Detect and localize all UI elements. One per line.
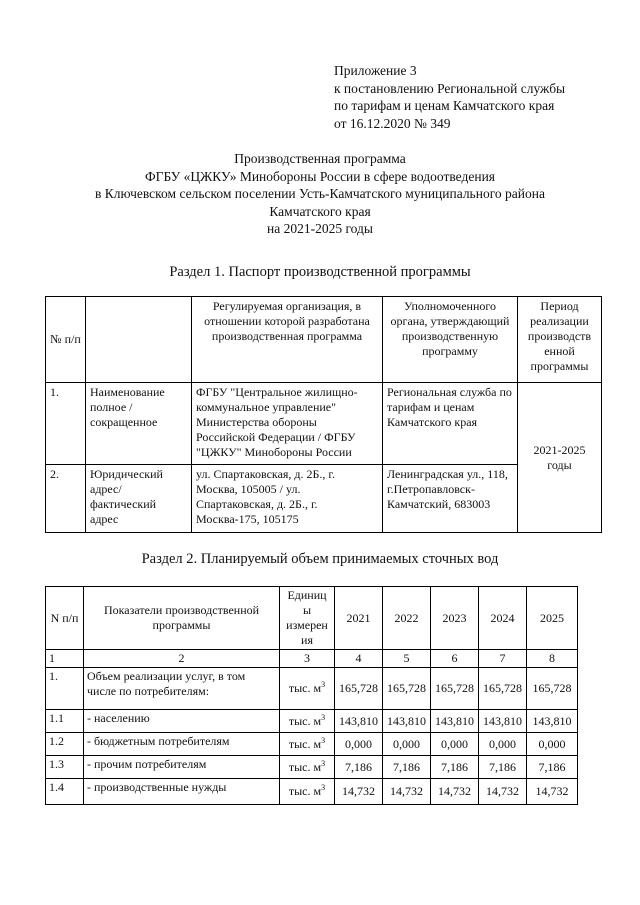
- row-label: - производственные нужды: [84, 779, 280, 805]
- row-value: 0,000: [335, 733, 383, 756]
- volume-row: [46, 710, 578, 733]
- section2-title: Раздел 2. Планируемый объем принимаемых сточных вод: [141, 551, 499, 567]
- row-value: 7,186: [383, 756, 431, 779]
- row-value: 165,728: [431, 668, 479, 710]
- header-empty: [86, 297, 192, 383]
- row-value: 143,810: [431, 710, 479, 733]
- row-unit: [280, 710, 335, 733]
- unit-superscript: 3: [321, 758, 326, 768]
- row-label: Наименование полное / сокращенное: [86, 383, 192, 465]
- row-unit: [280, 779, 335, 805]
- volume-row: [46, 733, 578, 756]
- row-value: 14,732: [383, 779, 431, 805]
- title-line: ФГБУ «ЦЖКУ» Минобороны России в сфере водоотведения: [144, 168, 496, 184]
- volume-header-row: [46, 587, 578, 650]
- row-num: 1.4: [46, 779, 84, 805]
- header-unit: Единиц ы измерен ия: [280, 587, 335, 650]
- row-value: 143,810: [479, 710, 527, 733]
- row-num: 1.: [46, 383, 86, 465]
- row-value: 0,000: [527, 733, 578, 756]
- row-value: 7,186: [431, 756, 479, 779]
- row-value: 7,186: [479, 756, 527, 779]
- row-num: 1.3: [46, 756, 84, 779]
- row-org: ФГБУ "Центральное жилищно-коммунальное управление" Министерства обороны Российской Федерации / ФГБУ "ЦЖКУ" Минобороны России: [192, 383, 383, 465]
- title-line: в Ключевском сельском поселении Усть-Камчатского муниципального района: [95, 186, 545, 201]
- header-year: 2023: [431, 587, 479, 650]
- header-authority: Уполномоченного органа, утверждающий производственную программу: [383, 297, 518, 383]
- volume-row: [46, 668, 578, 710]
- unit-superscript: 3: [321, 783, 326, 792]
- row-value: 165,728: [479, 668, 527, 710]
- unit-text: тыс. м: [288, 713, 322, 728]
- row-value: 7,186: [527, 756, 578, 779]
- volume-row: [46, 779, 578, 805]
- col-number: 2: [84, 650, 280, 668]
- passport-row: [46, 383, 602, 465]
- row-value: 143,810: [335, 710, 383, 733]
- col-number: 1: [46, 650, 84, 668]
- row-num: 1.: [46, 668, 84, 710]
- row-label: Объем реализации услуг, в том числе по потребителям:: [84, 668, 280, 710]
- col-number: 7: [479, 650, 527, 668]
- header-period: Период реализации производств енной программы: [518, 297, 602, 383]
- column-number-row: [46, 650, 578, 668]
- passport-header-row: [46, 297, 602, 383]
- row-value: 0,000: [383, 733, 431, 756]
- row-value: 143,810: [383, 710, 431, 733]
- unit-text: тыс. м: [288, 759, 322, 774]
- title-line: Камчатского края: [269, 203, 371, 219]
- appendix-block: [334, 62, 565, 132]
- row-unit: [280, 756, 335, 779]
- header-num: N п/п: [46, 587, 84, 650]
- col-number: 8: [527, 650, 578, 668]
- unit-superscript: 3: [321, 735, 326, 745]
- col-number: 5: [383, 650, 431, 668]
- row-label: - бюджетным потребителям: [84, 733, 280, 756]
- col-number: 6: [431, 650, 479, 668]
- title-line: на 2021-2025 годы: [267, 221, 373, 236]
- row-value: 14,732: [527, 779, 578, 805]
- row-num: 1.2: [46, 733, 84, 756]
- header-year: 2024: [479, 587, 527, 650]
- row-label: Юридический адрес/ фактический адрес: [86, 465, 192, 533]
- appendix-line: Приложение 3: [334, 63, 417, 78]
- col-number: 3: [280, 650, 335, 668]
- volume-table-body: [46, 668, 578, 805]
- row-value: 14,732: [431, 779, 479, 805]
- row-unit: [280, 733, 335, 756]
- row-value: 14,732: [479, 779, 527, 805]
- row-authority: Ленинградская ул., 118, г.Петропавловск-Камчатский, 683003: [383, 465, 518, 533]
- row-value: 0,000: [431, 733, 479, 756]
- unit-superscript: 3: [321, 712, 326, 722]
- row-num: 1.1: [46, 710, 84, 733]
- appendix-line: от 16.12.2020 № 349: [334, 115, 451, 131]
- row-value: 14,732: [335, 779, 383, 805]
- row-org: ул. Спартаковская, д. 2Б., г. Москва, 105005 / ул. Спартаковская, д. 2Б., г. Москва-175, 105175: [192, 465, 383, 533]
- volume-row: [46, 756, 578, 779]
- row-value: 7,186: [335, 756, 383, 779]
- row-value: 165,728: [335, 668, 383, 710]
- row-value: 143,810: [527, 710, 578, 733]
- header-year: 2021: [335, 587, 383, 650]
- document-title: [40, 150, 600, 238]
- row-label: - населению: [84, 710, 280, 733]
- row-value: 0,000: [479, 733, 527, 756]
- header-year: 2025: [527, 587, 578, 650]
- row-value: 165,728: [383, 668, 431, 710]
- row-num: 2.: [46, 465, 86, 533]
- volume-table: [45, 586, 578, 805]
- unit-text: тыс. м: [288, 784, 322, 798]
- header-num: № п/п: [46, 297, 86, 383]
- header-year: 2022: [383, 587, 431, 650]
- row-authority: Региональная служба по тарифам и ценам Камчатского края: [383, 383, 518, 465]
- header-indicator: Показатели производственной программы: [84, 587, 280, 650]
- period-value: 2021-2025 годы: [518, 383, 602, 533]
- unit-superscript: 3: [321, 680, 326, 689]
- unit-text: тыс. м: [288, 736, 322, 751]
- passport-table: [45, 296, 602, 533]
- section1-title: Раздел 1. Паспорт производственной программы: [169, 264, 471, 280]
- row-value: 165,728: [527, 668, 578, 710]
- title-line: Производственная программа: [234, 151, 406, 166]
- row-label: - прочим потребителям: [84, 756, 280, 779]
- header-org: Регулируемая организация, в отношении которой разработана производственная программа: [192, 297, 383, 383]
- appendix-line: по тарифам и ценам Камчатского края: [334, 98, 555, 113]
- col-number: 4: [335, 650, 383, 668]
- appendix-line: к постановлению Региональной службы: [334, 80, 566, 96]
- unit-text: тыс. м: [288, 681, 322, 695]
- row-unit: [280, 668, 335, 710]
